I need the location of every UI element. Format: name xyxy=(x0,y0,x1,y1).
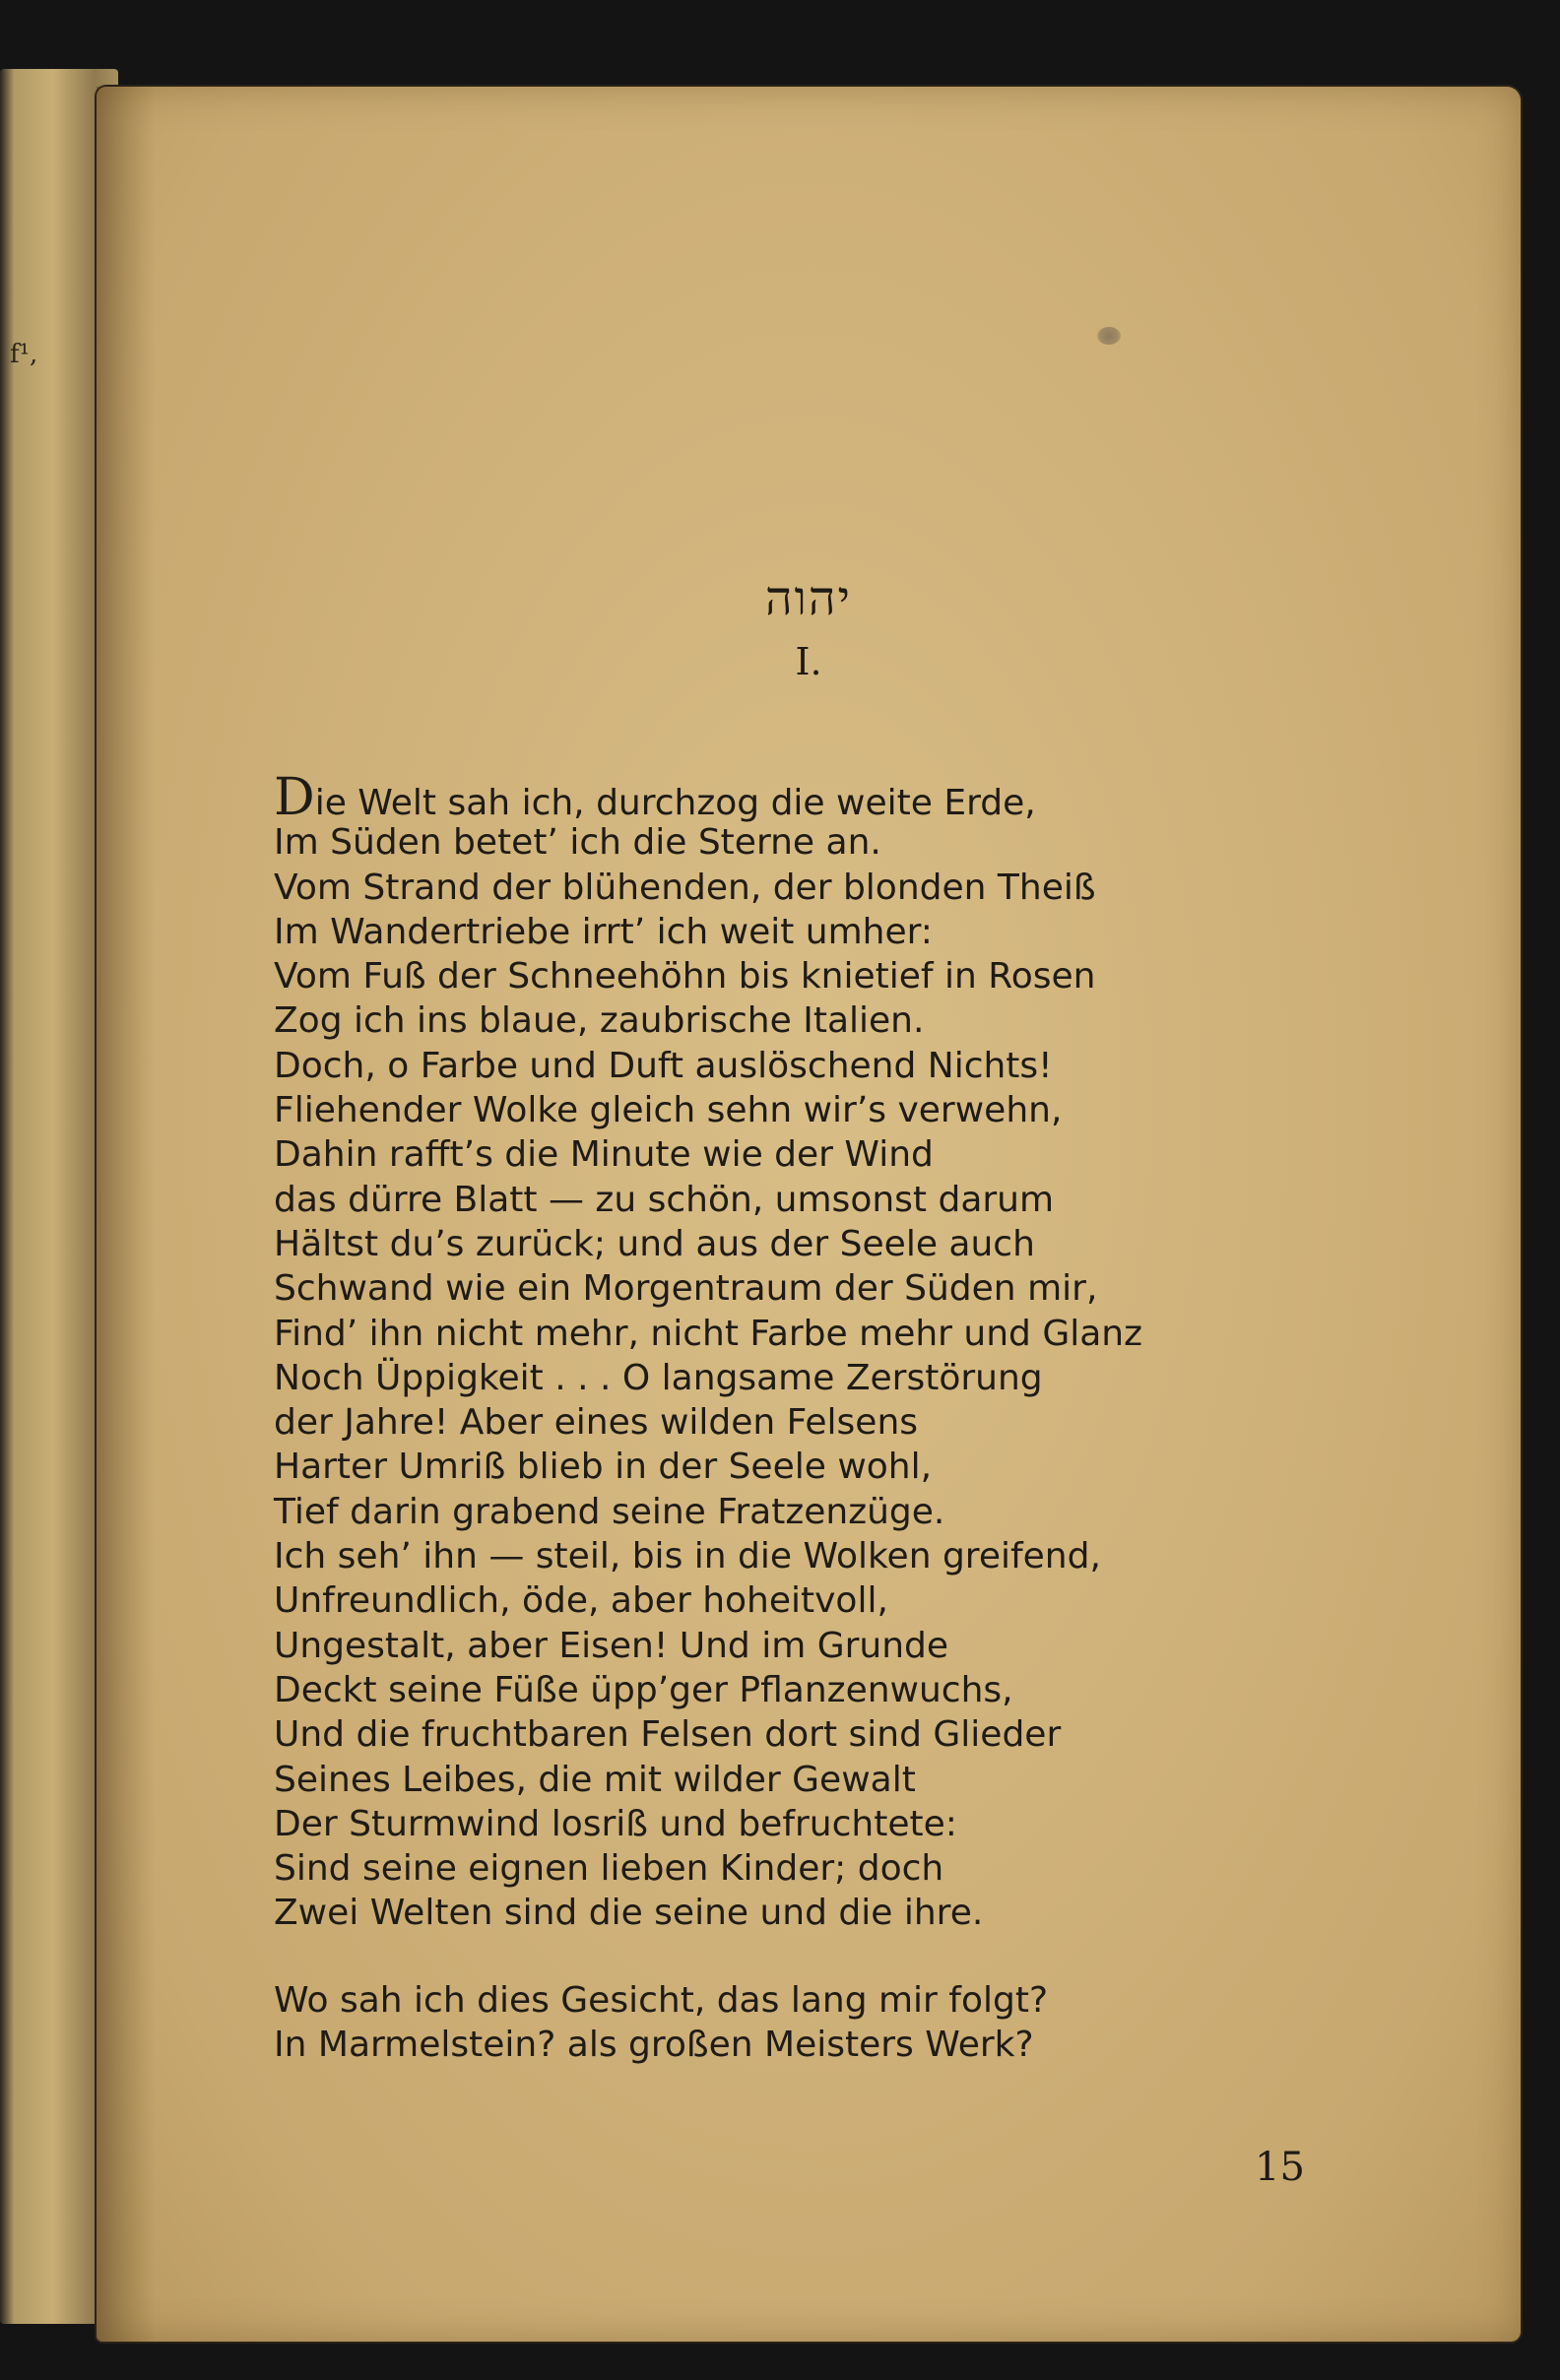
poem-line: Deckt seine Füße üpp’ger Pflanzenwuchs, xyxy=(274,1669,1013,1710)
poem-line: Vom Fuß der Schneehöhn bis knietief in Rosen xyxy=(274,956,1096,997)
poem-line-first xyxy=(274,768,1387,827)
poem-line: Tief darin grabend seine Fratzenzüge. xyxy=(274,1491,945,1532)
page-number: 15 xyxy=(1255,2145,1305,2190)
poem-line: Im Wandertriebe irrt’ ich weit umher: xyxy=(274,911,933,952)
book-page xyxy=(97,87,1521,2342)
poem-line: Schwand wie ein Morgentraum der Süden mir, xyxy=(274,1268,1098,1310)
poem-line: Dahin rafft’s die Minute wie der Wind xyxy=(274,1134,934,1176)
section-number: I. xyxy=(795,640,822,683)
page-gutter-shadow xyxy=(97,87,156,2342)
margin-fragment: f¹, xyxy=(10,340,38,369)
poem-line: Hältst du’s zurück; und aus der Seele auch xyxy=(274,1223,1035,1264)
paper-stain xyxy=(1097,327,1121,345)
hebrew-heading: יהוה xyxy=(764,571,853,626)
poem-line: Zog ich ins blaue, zaubrische Italien. xyxy=(274,1000,925,1042)
poem-line: In Marmelstein? als großen Meisters Werk? xyxy=(274,2025,1034,2066)
poem-body xyxy=(274,768,1387,2067)
poem-line: der Jahre! Aber eines wilden Felsens xyxy=(274,1402,919,1444)
poem-line: Seines Leibes, die mit wilder Gewalt xyxy=(274,1759,916,1800)
poem-line: das dürre Blatt — zu schön, umsonst darum xyxy=(274,1179,1055,1220)
poem-line: Zwei Welten sind die seine und die ihre. xyxy=(274,1893,984,1934)
poem-line: Unfreundlich, öde, aber hoheitvoll, xyxy=(274,1580,888,1622)
poem-line: Im Süden betet’ ich die Sterne an. xyxy=(274,822,881,864)
initial-letter: D xyxy=(274,768,315,827)
poem-line: Vom Strand der blühenden, der blonden Theiß xyxy=(274,867,1096,908)
poem-line: Harter Umriß blieb in der Seele wohl, xyxy=(274,1447,933,1488)
poem-line: Find’ ihn nicht mehr, nicht Farbe mehr und Glanz xyxy=(274,1313,1142,1354)
poem-line: Fliehender Wolke gleich sehn wir’s verwehn, xyxy=(274,1090,1063,1131)
poem-line: Ungestalt, aber Eisen! Und im Grunde xyxy=(274,1625,949,1666)
poem-line: Noch Üppigkeit . . . O langsame Zerstörung xyxy=(274,1357,1043,1398)
poem-line: Doch, o Farbe und Duft auslöschend Nichts! xyxy=(274,1045,1053,1086)
poem-stanza-1 xyxy=(274,768,1387,1936)
poem-line: Der Sturmwind losriß und befruchtete: xyxy=(274,1803,957,1844)
poem-stanza-2 xyxy=(274,1978,1387,2068)
poem-line: Ich seh’ ihn — steil, bis in die Wolken greifend, xyxy=(274,1536,1101,1577)
poem-line: Wo sah ich dies Gesicht, das lang mir folgt? xyxy=(274,1979,1049,2021)
stanza-break xyxy=(274,1936,1387,1978)
poem-line: Und die fruchtbaren Felsen dort sind Glieder xyxy=(274,1714,1062,1756)
poem-line: Sind seine eignen lieben Kinder; doch xyxy=(274,1848,944,1890)
first-line-text: ie Welt sah ich, durchzog die weite Erde, xyxy=(314,783,1036,823)
